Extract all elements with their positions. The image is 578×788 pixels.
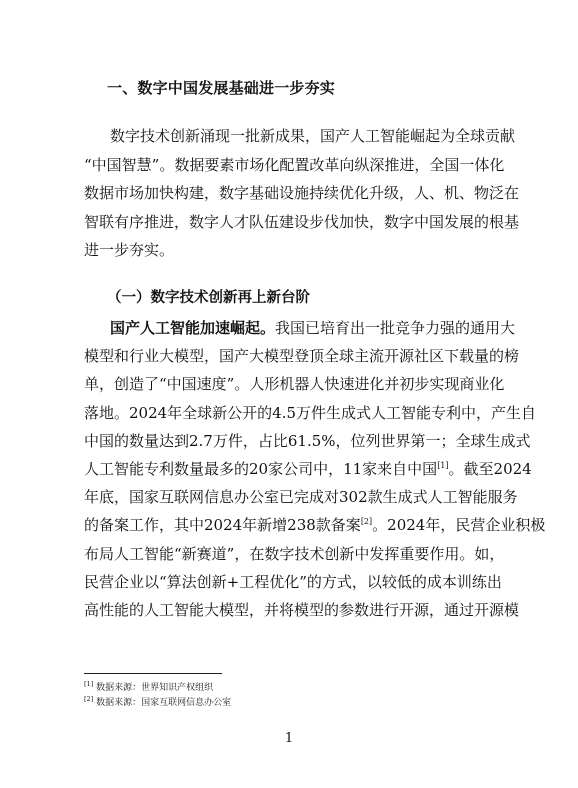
intro-paragraph — [84, 122, 524, 265]
footnote-marker: [2] — [84, 695, 94, 703]
section-heading: 一、数字中国发展基础进一步夯实 — [107, 79, 336, 97]
body-text: 我国已培育出一批竞争力强的通用大 — [275, 319, 516, 337]
intro-line: 进一步夯实。 — [84, 241, 175, 259]
footnote-ref-2[interactable]: [2] — [360, 517, 373, 527]
paragraph-lead: 国产人工智能加速崛起。 — [110, 319, 276, 337]
body-text: 。截至2024 — [448, 460, 532, 479]
footnote-divider — [84, 673, 222, 674]
intro-line: 数字技术创新涌现一批新成果，国产人工智能崛起为全球贡献 — [110, 127, 516, 145]
footnote-item — [84, 696, 231, 711]
body-line: 布局人工智能“新赛道”，在数字技术创新中发挥重要作用。如， — [84, 544, 505, 563]
footnote-item — [84, 681, 231, 696]
body-line — [84, 511, 546, 539]
body-text: 的备案工作，其中2024年新增238款备案 — [84, 516, 361, 535]
intro-line: “中国智慧”。数据要素市场化配置改革向纵深推进，全国一体化 — [84, 155, 505, 174]
footnote-text: 数据来源：世界知识产权组织 — [96, 683, 214, 693]
subsection-heading: （一）数字技术创新再上新台阶 — [107, 290, 310, 306]
body-text: 。2024年，民营企业积极 — [372, 516, 546, 535]
body-paragraph — [84, 314, 546, 624]
footnote-marker: [1] — [84, 680, 94, 688]
body-line: 落地。2024年全球新公开的4.5万件生成式人工智能专利中，产生自 — [84, 403, 537, 422]
body-line: 年底，国家互联网信息办公室已完成对302款生成式人工智能服务 — [84, 488, 518, 507]
body-line: 民营企业以“算法创新+工程优化”的方式，以较低的成本训练出 — [84, 572, 502, 591]
footnote-ref-1[interactable]: [1] — [437, 461, 449, 471]
body-line: 中国的数量达到2.7万件，占比61.5%，位列世界第一；全球生成式 — [84, 431, 531, 450]
page-number: 1 — [284, 731, 294, 746]
intro-line: 智联有序推进，数字人才队伍建设步伐加快，数字中国发展的根基 — [84, 212, 520, 231]
body-line: 模型和行业大模型，国产大模型登顶全球主流开源社区下载量的榜 — [84, 347, 520, 366]
body-line: 高性能的人工智能大模型，并将模型的参数进行开源，通过开源模 — [84, 601, 520, 620]
body-line — [84, 314, 524, 342]
body-line — [84, 455, 532, 483]
intro-line: 数据市场加快构建，数字基础设施持续优化升级，人、机、物泛在 — [84, 184, 520, 202]
footnote-text: 数据来源：国家互联网信息办公室 — [96, 698, 232, 708]
footnotes — [84, 681, 231, 711]
body-line: 单，创造了“中国速度”。人形机器人快速进化并初步实现商业化 — [84, 375, 505, 394]
body-text: 人工智能专利数量最多的20家公司中，11家来自中国 — [84, 460, 438, 479]
